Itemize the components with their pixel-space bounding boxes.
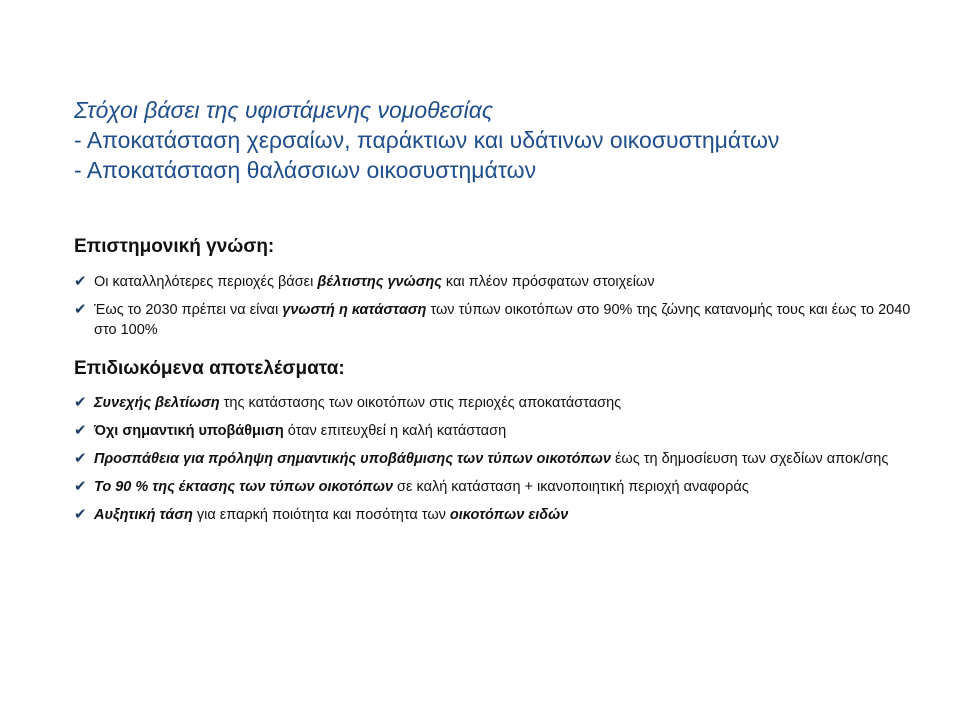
bullet-text: Οι καταλληλότερες περιοχές βάσει [94, 274, 318, 290]
bullet-emphasis: Το 90 % της έκτασης των τύπων οικοτόπων [94, 479, 394, 495]
bullet-text: Έως το 2030 πρέπει να είναι [94, 302, 283, 318]
bullet-list-outcomes [74, 393, 924, 533]
bullet-text: της κατάστασης των οικοτόπων στις περιοχές αποκατάστασης [219, 395, 622, 411]
checkmark-icon: ✔ [74, 506, 87, 523]
checkmark-icon: ✔ [74, 450, 87, 467]
bullet-emphasis: Προσπάθεια για πρόληψη σημαντικής υποβάθμισης των τύπων οικοτόπων [94, 451, 611, 467]
bullet-item [74, 421, 924, 441]
title-line-2: - Αποκατάσταση χερσαίων, παράκτιων και υδάτινων οικοσυστημάτων [74, 127, 780, 153]
checkmark-icon: ✔ [74, 273, 87, 290]
bullet-text: έως τη δημοσίευση των σχεδίων αποκ/σης [610, 451, 889, 467]
bullet-emphasis: Αυξητική τάση [94, 507, 193, 523]
checkmark-icon: ✔ [74, 301, 87, 318]
bullet-text: των τύπων οικοτόπων στο 90% της ζώνης κατανομής τους και έως το 2040 στο 100% [94, 302, 911, 338]
checkmark-icon: ✔ [74, 422, 87, 439]
bullet-emphasis: βέλτιστης γνώσης [317, 274, 442, 290]
bullet-emphasis: οικοτόπων ειδών [449, 507, 569, 523]
section-heading-outcomes: Επιδιωκόμενα αποτελέσματα: [74, 358, 345, 379]
bullet-emphasis: γνωστή η κατάσταση [282, 302, 427, 318]
bullet-item [74, 505, 924, 525]
bullet-list-knowledge [74, 272, 924, 348]
bullet-text: και πλέον πρόσφατων στοιχείων [441, 274, 655, 290]
title-line-1: Στόχοι βάσει της υφιστάμενης νομοθεσίας [74, 97, 494, 123]
title-line-3: - Αποκατάσταση θαλάσσιων οικοσυστημάτων [74, 157, 537, 183]
section-heading-knowledge: Επιστημονική γνώση: [74, 236, 275, 257]
bullet-text: για επαρκή ποιότητα και ποσότητα των [192, 507, 450, 523]
checkmark-icon: ✔ [74, 394, 87, 411]
checkmark-icon: ✔ [74, 478, 87, 495]
bullet-text: σε καλή κατάσταση + ικανοποιητική περιοχή αναφοράς [393, 479, 749, 495]
bullet-emphasis: Όχι σημαντική υποβάθμιση [94, 423, 284, 439]
bullet-text: όταν επιτευχθεί η καλή κατάσταση [283, 423, 507, 439]
bullet-item [74, 393, 924, 413]
slide-title [74, 95, 914, 185]
bullet-item [74, 300, 924, 340]
bullet-item [74, 272, 924, 292]
bullet-emphasis: Συνεχής βελτίωση [94, 395, 220, 411]
bullet-item [74, 477, 924, 497]
bullet-item [74, 449, 924, 469]
